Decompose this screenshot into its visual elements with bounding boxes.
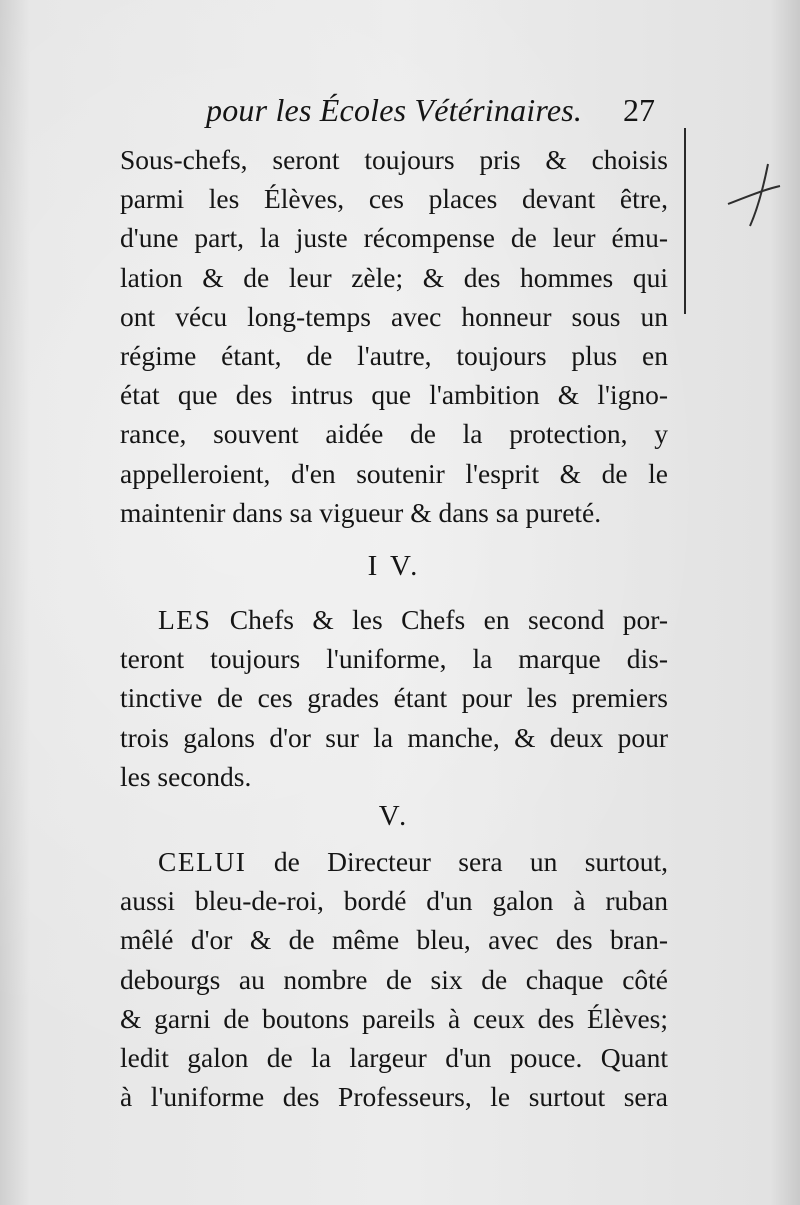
section-heading-v: V.: [378, 800, 410, 832]
first-line-text: de Directeur sera un surtout,: [273, 846, 668, 877]
text-line: [120, 600, 668, 639]
text-line: mêlé d'or & de même bleu, avec des bran-: [120, 924, 668, 956]
text-line: rance, souvent aidée de la protection, y: [120, 418, 668, 450]
page-number: 27: [623, 92, 655, 128]
first-line-text: Chefs & les Chefs en second por-: [229, 604, 669, 635]
text-line: tinctive de ces grades étant pour les premiers: [120, 682, 668, 714]
text-line: [120, 842, 668, 881]
margin-line-mark: [684, 128, 686, 314]
text-line: lation & de leur zèle; & des hommes qui: [120, 261, 668, 293]
margin-cross-mark: [724, 160, 784, 230]
text-line: aussi bleu-de-roi, bordé d'un galon à ruban: [120, 885, 668, 917]
text-line: d'une part, la juste récompense de leur ému-: [120, 222, 668, 254]
lead-word: LES: [158, 604, 212, 635]
text-line: & garni de boutons pareils à ceux des Élèves;: [120, 1002, 668, 1034]
section-heading-iv: I V.: [367, 550, 421, 582]
text-line: état que des intrus que l'ambition & l'igno-: [120, 379, 668, 411]
page-header: [120, 92, 665, 132]
section-v-paragraph: [120, 842, 668, 1116]
text-line: ledit galon de la largeur d'un pouce. Quant: [120, 1041, 668, 1073]
running-title: pour les Écoles Vétérinaires.: [206, 92, 583, 128]
paragraph-1: [120, 140, 668, 532]
text-line: trois galons d'or sur la manche, & deux pour: [120, 721, 668, 753]
text-line: régime étant, de l'autre, toujours plus en: [120, 339, 668, 371]
text-line: Sous-chefs, seront toujours pris & choisis: [120, 144, 668, 175]
text-line: maintenir dans sa vigueur & dans sa pureté.: [120, 496, 602, 528]
text-line: parmi les Élèves, ces places devant être,: [120, 183, 668, 215]
text-line: les seconds.: [120, 760, 252, 792]
text-line: debourgs au nombre de six de chaque côté: [120, 963, 668, 995]
text-line: ont vécu long-temps avec honneur sous un: [120, 300, 668, 332]
section-iv-paragraph: [120, 600, 668, 796]
text-line: appelleroient, d'en soutenir l'esprit & de le: [120, 457, 668, 489]
text-line: teront toujours l'uniforme, la marque dis-: [120, 643, 668, 675]
text-line: à l'uniforme des Professeurs, le surtout sera: [120, 1081, 668, 1113]
lead-word: CELUI: [158, 846, 247, 877]
